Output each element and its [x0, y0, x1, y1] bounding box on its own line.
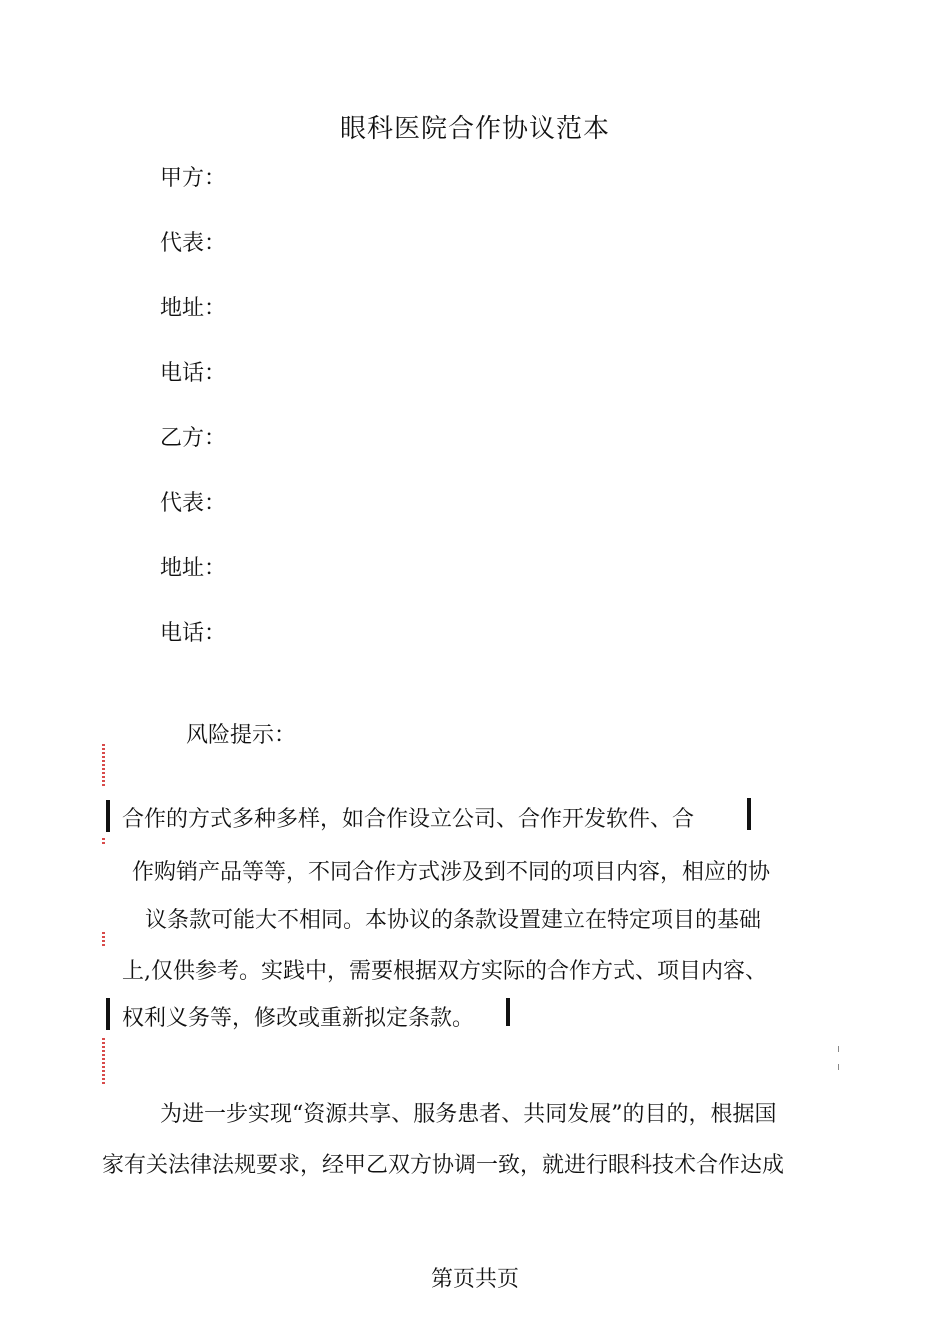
red-marker-decoration — [102, 1038, 105, 1086]
party-a-phone-label: 电话： — [160, 361, 227, 386]
risk-notice-line: 议条款可能大不相同。本协议的条款设置建立在特定项目的基础 — [145, 908, 762, 933]
red-marker-decoration — [102, 932, 105, 946]
risk-notice-line: 作购销产品等等，不同合作方式涉及到不同的项目内容，相应的协 — [132, 860, 771, 885]
risk-notice-line: 权利义务等，修改或重新拟定条款。 — [122, 1006, 475, 1031]
bracket-bar-left-bottom — [106, 998, 110, 1030]
party-b-address-label: 地址： — [160, 556, 227, 581]
red-marker-decoration — [102, 744, 105, 786]
risk-notice-heading: 风险提示： — [186, 723, 297, 748]
party-a-address-label: 地址： — [160, 296, 227, 321]
red-marker-decoration — [102, 838, 105, 846]
party-b-representative-label: 代表： — [160, 491, 227, 516]
bracket-bar-right-top — [747, 798, 751, 830]
bracket-bar-left-top — [106, 800, 110, 832]
tick-mark-decoration — [838, 1046, 839, 1052]
risk-notice-line: 合作的方式多种多样，如合作设立公司、合作开发软件、合 — [122, 807, 695, 832]
body-paragraph-line: 为进一步实现“资源共享、服务患者、共同发展”的目的，根据国 — [160, 1102, 777, 1127]
party-b-name-label: 乙方： — [160, 426, 227, 451]
party-b-phone-label: 电话： — [160, 621, 227, 646]
bracket-bar-right-bottom — [506, 998, 510, 1026]
tick-mark-decoration — [838, 1064, 839, 1070]
body-paragraph-line: 家有关法律法规要求，经甲乙双方协调一致，就进行眼科技术合作达成 — [102, 1153, 785, 1178]
party-a-name-label: 甲方： — [160, 166, 227, 191]
page-footer: 第页共页 — [430, 1267, 519, 1292]
risk-notice-line: 上,仅供参考。实践中，需要根据双方实际的合作方式、项目内容、 — [122, 959, 767, 984]
document-title: 眼科医院合作协议范本 — [339, 114, 610, 144]
party-a-representative-label: 代表： — [160, 231, 227, 256]
